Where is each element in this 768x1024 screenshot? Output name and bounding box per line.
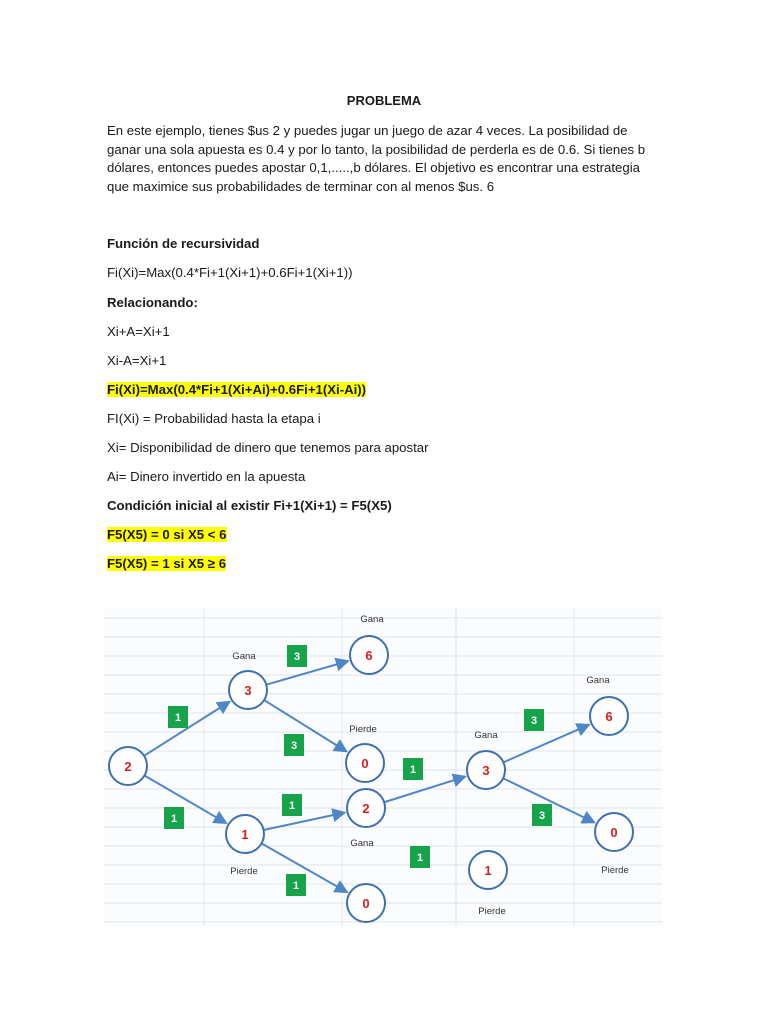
state-node-value: 6 <box>605 709 613 724</box>
outcome-label-l2: Gana <box>232 651 256 662</box>
bet-box-b5 <box>282 794 302 816</box>
state-node-value: 1 <box>241 827 249 842</box>
definition-fi: FI(Xi) = Probabilidad hasta la etapa i <box>107 411 321 426</box>
state-node-value: 3 <box>482 763 490 778</box>
initial-condition-heading: Condición inicial al existir Fi+1(Xi+1) = F5(X5) <box>107 498 392 513</box>
bet-box-b4 <box>284 734 304 756</box>
bet-box-b7 <box>403 758 423 780</box>
bet-box-value: 3 <box>530 715 538 727</box>
state-node-value: 3 <box>244 683 252 698</box>
highlighted-formula-text: Fi(Xi)=Max(0.4*Fi+1(Xi+Ai)+0.6Fi+1(Xi-Ai)) <box>107 382 367 397</box>
bet-box-b2 <box>164 807 184 829</box>
outcome-label-l5: Gana <box>350 838 374 849</box>
bet-box-b9 <box>532 804 552 826</box>
state-node-n4 <box>346 744 384 782</box>
state-node-n3 <box>350 636 388 674</box>
bet-box-value: 1 <box>416 852 424 864</box>
condition-at-least-six-text: F5(X5) = 1 si X5 ≥ 6 <box>107 556 227 571</box>
bet-box-value: 3 <box>290 740 298 752</box>
bet-box-b6 <box>286 874 306 896</box>
relation-lose: Xi-A=Xi+1 <box>107 353 167 368</box>
decision-tree-diagram <box>104 608 662 926</box>
state-node-n2 <box>226 815 264 853</box>
bet-box-value: 1 <box>288 800 296 812</box>
outcome-label-l1: Gana <box>360 614 384 625</box>
state-node-n6 <box>347 884 385 922</box>
condition-less-than-six-text: F5(X5) = 0 si X5 < 6 <box>107 527 227 542</box>
state-node-n0 <box>109 747 147 785</box>
bet-box-b1 <box>168 706 188 728</box>
outcome-label-l4: Pierde <box>230 866 258 877</box>
outcome-label-l8: Pierde <box>478 906 506 917</box>
state-node-n10 <box>595 813 633 851</box>
bet-box-b8 <box>524 709 544 731</box>
bet-box-value: 1 <box>174 712 182 724</box>
state-node-n9 <box>590 697 628 735</box>
state-node-n8 <box>469 851 507 889</box>
document-title: PROBLEMA <box>346 93 422 108</box>
recursion-heading: Función de recursividad <box>107 236 260 251</box>
bet-box-value: 1 <box>170 813 178 825</box>
outcome-label-l3: Pierde <box>349 724 377 735</box>
state-node-n1 <box>229 671 267 709</box>
bet-box-value: 3 <box>293 651 301 663</box>
bet-box-value: 1 <box>292 880 300 892</box>
state-node-value: 6 <box>365 648 373 663</box>
outcome-label-l9: Pierde <box>601 865 629 876</box>
state-node-value: 2 <box>362 801 370 816</box>
highlighted-formula <box>107 382 366 397</box>
condition-less-than-six <box>107 527 227 542</box>
state-node-value: 0 <box>362 896 370 911</box>
problem-statement: En este ejemplo, tienes $us 2 y puedes jugar un juego de azar 4 veces. La posibilidad de ganar una sola apuesta es 0.4 y por lo tanto, la posibilidad de perderla es de 0.6. Si tienes b dólares, entonces puedes apostar 0,1,.....,b dólares. El objetivo es encontrar una estrategia que maximice sus probabilidades de terminar con al menos $us. 6 <box>107 123 646 194</box>
state-node-value: 2 <box>124 759 132 774</box>
relating-heading: Relacionando: <box>107 295 198 310</box>
outcome-label-l7: Gana <box>474 730 498 741</box>
state-node-n7 <box>467 751 505 789</box>
definition-ai: Ai= Dinero invertido en la apuesta <box>107 469 306 484</box>
decision-tree-svg <box>104 608 662 926</box>
bet-box-value: 1 <box>409 764 417 776</box>
relation-win: Xi+A=Xi+1 <box>107 324 170 339</box>
state-node-value: 1 <box>484 863 492 878</box>
recursion-formula: Fi(Xi)=Max(0.4*Fi+1(Xi+1)+0.6Fi+1(Xi+1)) <box>107 265 353 280</box>
condition-at-least-six <box>107 556 226 571</box>
outcome-label-l6: Gana <box>586 675 610 686</box>
state-node-n5 <box>347 789 385 827</box>
bet-box-b3 <box>287 645 307 667</box>
state-node-value: 0 <box>610 825 618 840</box>
bet-box-b10 <box>410 846 430 868</box>
definition-xi: Xi= Disponibilidad de dinero que tenemos para apostar <box>107 440 429 455</box>
bet-box-value: 3 <box>538 810 546 822</box>
state-node-value: 0 <box>361 756 369 771</box>
